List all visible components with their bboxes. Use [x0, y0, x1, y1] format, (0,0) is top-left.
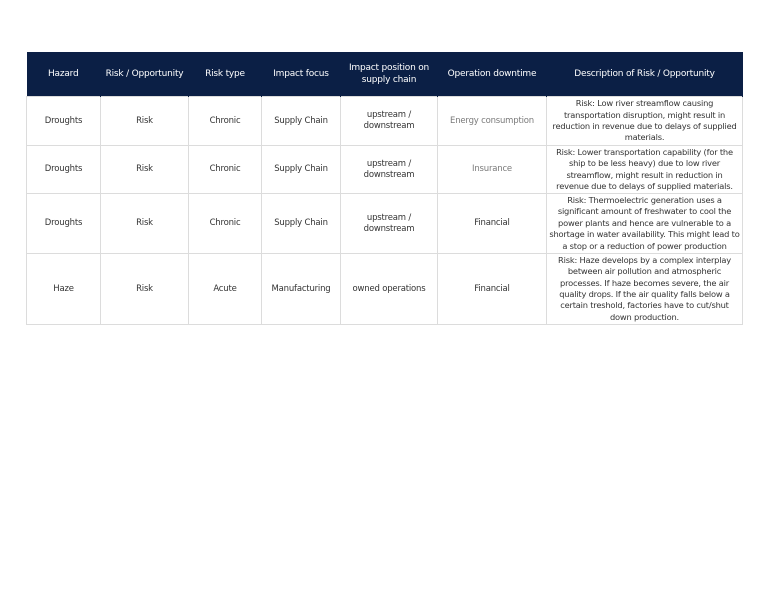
header-operation-downtime: Operation downtime [438, 52, 547, 97]
cell-hazard: Droughts [27, 146, 101, 194]
cell-impact-position: upstream / downstream [341, 97, 438, 146]
header-risk-opportunity: Risk / Opportunity [101, 52, 189, 97]
cell-impact-focus: Supply Chain [262, 146, 341, 194]
header-description: Description of Risk / Opportunity [547, 52, 743, 97]
cell-hazard: Haze [27, 254, 101, 325]
cell-description: Risk: Lower transportation capability (for the ship to be less heavy) due to low river streamflow, might result in reduction in revenue due to delays of supplied materials. [547, 146, 743, 194]
table-header-row [27, 52, 743, 97]
cell-hazard: Droughts [27, 97, 101, 146]
cell-impact-focus: Manufacturing [262, 254, 341, 325]
header-impact-focus: Impact focus [262, 52, 341, 97]
cell-operation-downtime: Financial [438, 254, 547, 325]
cell-impact-position: upstream / downstream [341, 146, 438, 194]
header-hazard: Hazard [27, 52, 101, 97]
table-row [27, 194, 743, 254]
risk-table [26, 52, 743, 325]
cell-impact-focus: Supply Chain [262, 97, 341, 146]
cell-hazard: Droughts [27, 194, 101, 254]
table-row [27, 97, 743, 146]
cell-operation-downtime: Insurance [438, 146, 547, 194]
cell-description: Risk: Low river streamflow causing transportation disruption, might result in reduction in revenue due to delays of supplied materials. [547, 97, 743, 146]
cell-description: Risk: Haze develops by a complex interplay between air pollution and atmospheric processes. If haze becomes severe, the air quality drops. If the air quality falls below a certain treshold, factories have to cut/shut down production. [547, 254, 743, 325]
cell-description: Risk: Thermoelectric generation uses a significant amount of freshwater to cool the power plants and hence are vulnerable to a shortage in water availability. This might lead to a stop or a reduction of power production [547, 194, 743, 254]
table-row [27, 146, 743, 194]
cell-impact-position: owned operations [341, 254, 438, 325]
cell-impact-position: upstream / downstream [341, 194, 438, 254]
cell-impact-focus: Supply Chain [262, 194, 341, 254]
cell-risk-type: Chronic [189, 194, 262, 254]
cell-risk-opportunity: Risk [101, 97, 189, 146]
cell-risk-opportunity: Risk [101, 146, 189, 194]
cell-risk-opportunity: Risk [101, 254, 189, 325]
cell-operation-downtime: Energy consumption [438, 97, 547, 146]
table-row [27, 254, 743, 325]
cell-risk-type: Acute [189, 254, 262, 325]
cell-risk-opportunity: Risk [101, 194, 189, 254]
header-impact-position: Impact position on supply chain [341, 52, 438, 97]
cell-operation-downtime: Financial [438, 194, 547, 254]
cell-risk-type: Chronic [189, 146, 262, 194]
cell-risk-type: Chronic [189, 97, 262, 146]
header-risk-type: Risk type [189, 52, 262, 97]
